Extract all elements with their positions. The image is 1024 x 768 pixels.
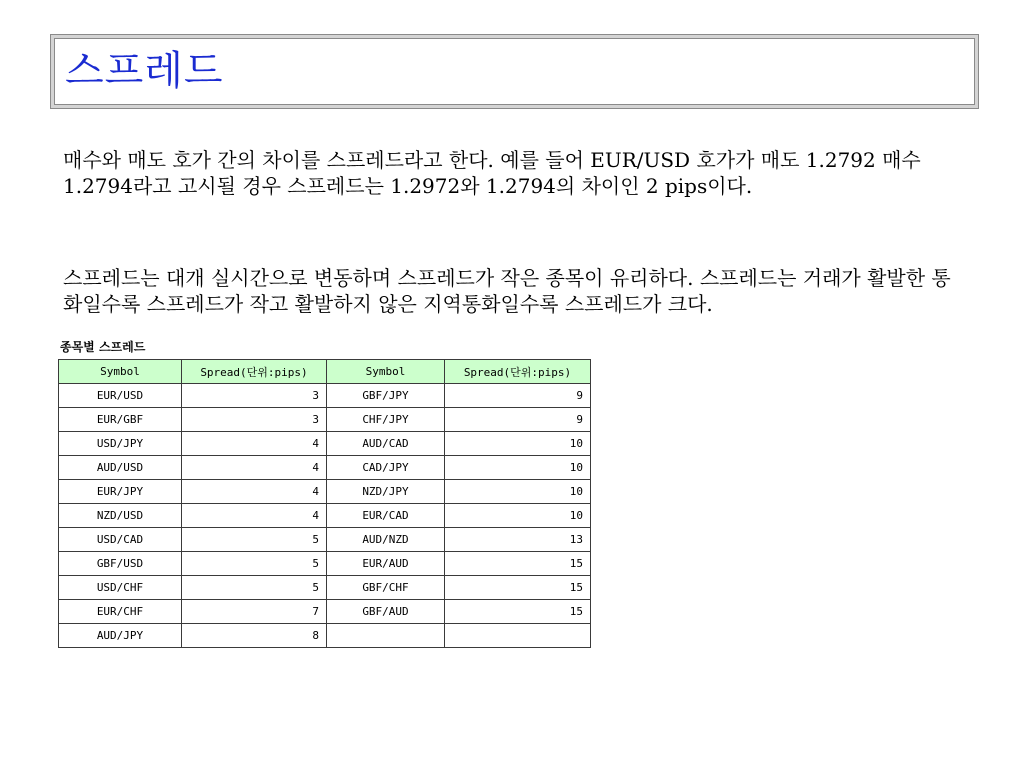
symbol-cell: USD/JPY [59, 432, 182, 456]
spread-cell: 3 [182, 408, 327, 432]
spread-cell: 9 [445, 384, 591, 408]
spread-cell: 10 [445, 432, 591, 456]
table-caption: 종목별 스프레드 [60, 338, 149, 355]
table-row [59, 576, 591, 600]
symbol-cell: EUR/CHF [59, 600, 182, 624]
symbol-cell: GBF/JPY [327, 384, 445, 408]
spread-cell: 5 [182, 528, 327, 552]
spread-cell: 15 [445, 600, 591, 624]
spread-table [58, 359, 591, 648]
spread-cell: 3 [182, 384, 327, 408]
spread-cell: 10 [445, 480, 591, 504]
symbol-cell: GBF/USD [59, 552, 182, 576]
spread-cell: 4 [182, 504, 327, 528]
spread-cell: 9 [445, 408, 591, 432]
symbol-cell: USD/CHF [59, 576, 182, 600]
table-row [59, 408, 591, 432]
symbol-cell: AUD/CAD [327, 432, 445, 456]
paragraph-spread-definition: 매수와 매도 호가 간의 차이를 스프레드라고 한다. 예를 들어 EUR/USD 호가가 매도 1.2792 매수 1.2794라고 고시될 경우 스프레드는 1.2972와 1.2794의 차이인 2 pips이다. [63, 148, 921, 198]
symbol-cell: EUR/USD [59, 384, 182, 408]
symbol-cell: AUD/NZD [327, 528, 445, 552]
symbol-cell: EUR/GBF [59, 408, 182, 432]
symbol-cell: NZD/USD [59, 504, 182, 528]
table-row [59, 480, 591, 504]
spread-cell [445, 624, 591, 648]
header-symbol-1: Symbol [59, 360, 182, 384]
slide-title: 스프레드 [65, 48, 224, 94]
table-row [59, 528, 591, 552]
symbol-cell: AUD/JPY [59, 624, 182, 648]
spread-cell: 8 [182, 624, 327, 648]
symbol-cell: CHF/JPY [327, 408, 445, 432]
symbol-cell: AUD/USD [59, 456, 182, 480]
symbol-cell: NZD/JPY [327, 480, 445, 504]
header-spread-2: Spread(단위:pips) [445, 360, 591, 384]
header-spread-1: Spread(단위:pips) [182, 360, 327, 384]
table-header-row [59, 360, 591, 384]
spread-cell: 10 [445, 504, 591, 528]
spread-cell: 13 [445, 528, 591, 552]
slide-title-box [50, 34, 979, 109]
spread-cell: 10 [445, 456, 591, 480]
table-row [59, 456, 591, 480]
table-row [59, 552, 591, 576]
spread-cell: 4 [182, 480, 327, 504]
table-row [59, 432, 591, 456]
symbol-cell [327, 624, 445, 648]
table-row [59, 624, 591, 648]
symbol-cell: USD/CAD [59, 528, 182, 552]
symbol-cell: EUR/JPY [59, 480, 182, 504]
spread-cell: 7 [182, 600, 327, 624]
spread-cell: 5 [182, 552, 327, 576]
symbol-cell: EUR/AUD [327, 552, 445, 576]
spread-cell: 4 [182, 432, 327, 456]
table-row [59, 384, 591, 408]
spread-cell: 5 [182, 576, 327, 600]
header-symbol-2: Symbol [327, 360, 445, 384]
spread-cell: 15 [445, 576, 591, 600]
spread-cell: 4 [182, 456, 327, 480]
symbol-cell: CAD/JPY [327, 456, 445, 480]
symbol-cell: EUR/CAD [327, 504, 445, 528]
table-row [59, 600, 591, 624]
paragraph-spread-variation: 스프레드는 대개 실시간으로 변동하며 스프레드가 작은 종목이 유리하다. 스프레드는 거래가 활발한 통화일수록 스프레드가 작고 활발하지 않은 지역통화일수록 스프레드가 크다. [63, 266, 951, 316]
symbol-cell: GBF/AUD [327, 600, 445, 624]
table-row [59, 504, 591, 528]
symbol-cell: GBF/CHF [327, 576, 445, 600]
spread-cell: 15 [445, 552, 591, 576]
